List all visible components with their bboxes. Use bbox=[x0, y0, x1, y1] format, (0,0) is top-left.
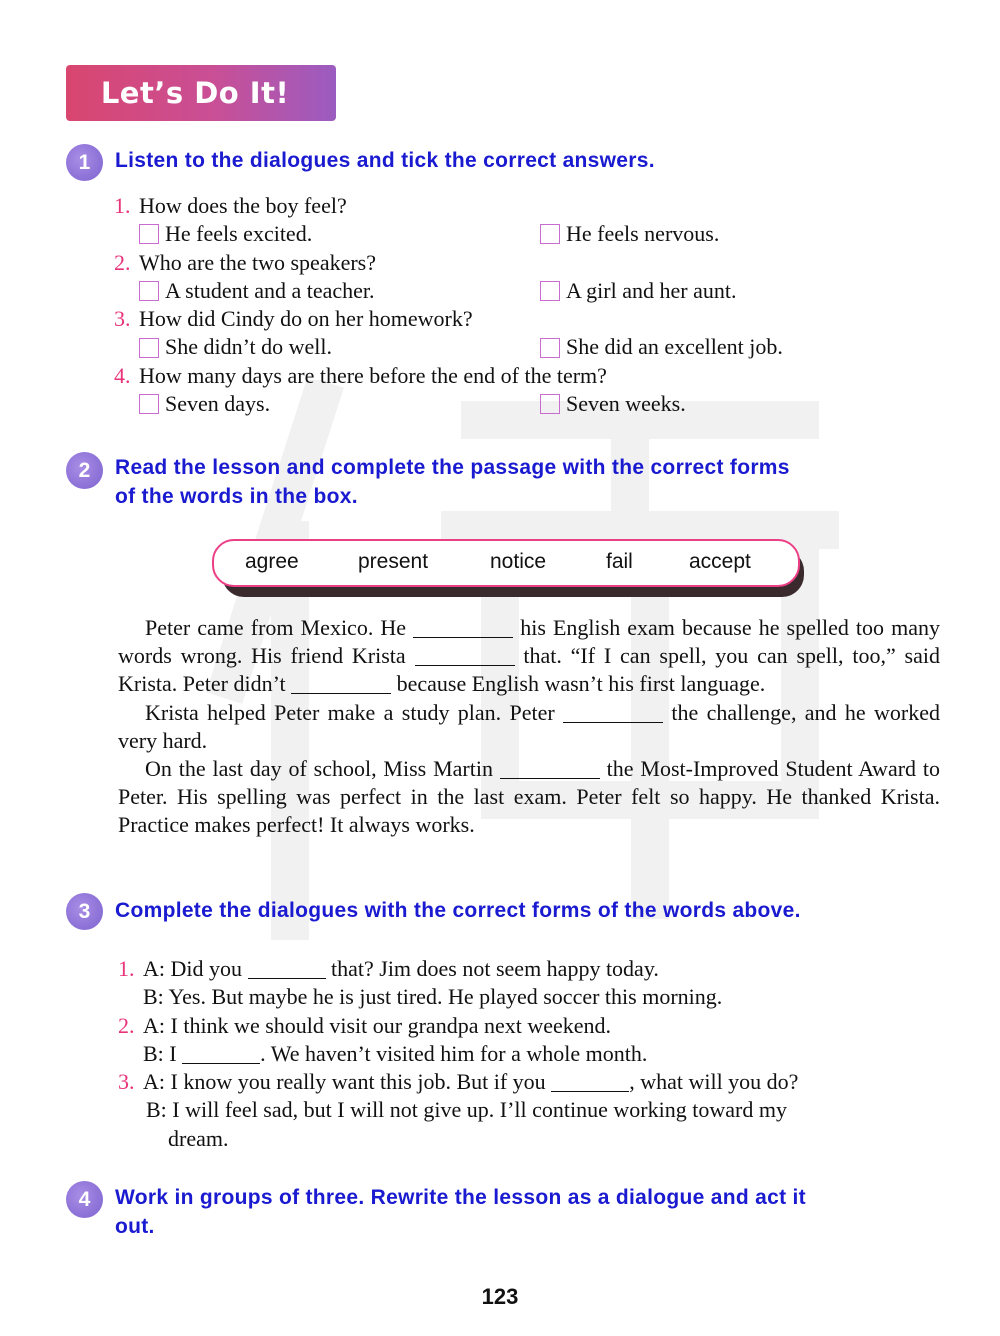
dialogue-line bbox=[118, 1040, 938, 1068]
checkbox[interactable] bbox=[540, 281, 560, 301]
answer-option[interactable] bbox=[540, 277, 736, 305]
section-number-badge: 3 bbox=[66, 893, 103, 930]
instruction-line: out. bbox=[115, 1215, 155, 1238]
option-label: A student and a teacher. bbox=[165, 277, 375, 303]
passage bbox=[118, 614, 940, 840]
dialogue-text: B: I bbox=[143, 1040, 183, 1066]
question-text: How does the boy feel? bbox=[139, 193, 347, 218]
instruction-line: Read the lesson and complete the passage with the correct forms bbox=[115, 456, 790, 479]
passage-text: that. “If I can spell, you can spell, too,” said Krista. Peter didn’t bbox=[118, 643, 940, 697]
fill-blank[interactable] bbox=[563, 700, 663, 723]
question-item bbox=[114, 249, 914, 306]
dialogue-text: B: Yes. But maybe he is just tired. He played soccer this morning. bbox=[143, 984, 723, 1010]
answer-option[interactable] bbox=[139, 277, 540, 305]
question-item bbox=[114, 305, 914, 362]
question-item bbox=[114, 362, 914, 419]
checkbox[interactable] bbox=[540, 338, 560, 358]
passage-paragraph bbox=[118, 614, 940, 699]
dialogue-list bbox=[118, 955, 938, 1153]
dialogue-text: dream. bbox=[168, 1125, 229, 1151]
section-1-header bbox=[66, 144, 655, 181]
section-1-instruction: Listen to the dialogues and tick the correct answers. bbox=[115, 149, 655, 172]
passage-text: Peter came from Mexico. He bbox=[145, 615, 414, 640]
answer-option[interactable] bbox=[139, 220, 540, 248]
dialogue-text: , what will you do? bbox=[629, 1069, 799, 1095]
fill-blank[interactable] bbox=[248, 956, 326, 979]
fill-blank[interactable] bbox=[500, 756, 600, 779]
dialogue-line bbox=[118, 1012, 938, 1040]
passage-text: because English wasn’t his first language. bbox=[391, 671, 766, 697]
option-label: Seven days. bbox=[165, 391, 271, 417]
question-number: 3. bbox=[114, 306, 131, 332]
instruction-line: Work in groups of three. Rewrite the lesson as a dialogue and act it bbox=[115, 1186, 806, 1209]
passage-text: the challenge, and he worked very hard. bbox=[118, 699, 940, 753]
fill-blank[interactable] bbox=[182, 1041, 260, 1064]
question-text: How did Cindy do on her homework? bbox=[139, 306, 473, 332]
checkbox[interactable] bbox=[139, 224, 159, 244]
word-bank-item: present bbox=[358, 550, 429, 573]
dialogue-number: 3. bbox=[118, 1069, 135, 1095]
fill-blank[interactable] bbox=[415, 643, 515, 666]
dialogue-text: A: I know you really want this job. But if you bbox=[143, 1069, 552, 1095]
dialogue-line bbox=[118, 1068, 938, 1096]
option-label: She did an excellent job. bbox=[566, 334, 783, 360]
dialogue-text: A: Did you bbox=[143, 956, 248, 981]
dialogue-line bbox=[118, 1125, 938, 1153]
question-number: 2. bbox=[114, 249, 131, 275]
section-3-instruction: Complete the dialogues with the correct forms of the words above. bbox=[115, 899, 801, 922]
fill-blank[interactable] bbox=[291, 671, 391, 694]
section-number-badge: 1 bbox=[66, 144, 103, 181]
checkbox[interactable] bbox=[139, 394, 159, 414]
banner-title: Let’s Do It! bbox=[100, 76, 290, 110]
question-number: 4. bbox=[114, 362, 131, 388]
dialogue-text: B: I will feel sad, but I will not give up. I’ll continue working toward my bbox=[146, 1097, 787, 1123]
section-2-instruction bbox=[115, 453, 790, 511]
dialogue-text: that? Jim does not seem happy today. bbox=[325, 956, 659, 981]
question-text: Who are the two speakers? bbox=[139, 249, 377, 275]
instruction-line: of the words in the box. bbox=[115, 485, 358, 508]
answer-option[interactable] bbox=[540, 333, 783, 361]
lets-do-it-banner bbox=[66, 65, 336, 121]
answer-option[interactable] bbox=[139, 333, 540, 361]
passage-paragraph bbox=[118, 755, 940, 840]
fill-blank[interactable] bbox=[551, 1069, 629, 1092]
question-item bbox=[114, 192, 914, 249]
word-bank-item: accept bbox=[689, 550, 751, 573]
passage-text: Krista helped Peter make a study plan. Peter bbox=[145, 699, 564, 725]
checkbox[interactable] bbox=[139, 281, 159, 301]
checkbox[interactable] bbox=[139, 338, 159, 358]
option-label: He feels excited. bbox=[165, 221, 313, 247]
fill-blank[interactable] bbox=[413, 615, 513, 638]
option-label: She didn’t do well. bbox=[165, 334, 333, 360]
dialogue-line bbox=[118, 983, 938, 1011]
passage-text: On the last day of school, Miss Martin bbox=[145, 756, 500, 782]
section-4-instruction bbox=[115, 1183, 806, 1241]
question-number: 1. bbox=[114, 193, 131, 218]
option-label: He feels nervous. bbox=[566, 221, 720, 247]
answer-option[interactable] bbox=[540, 390, 686, 418]
dialogue-text: A: I think we should visit our grandpa next weekend. bbox=[143, 1012, 612, 1038]
passage-text: his English exam because he spelled too many words wrong. His friend Krista bbox=[118, 615, 941, 669]
word-bank-item: notice bbox=[490, 550, 547, 573]
question-list bbox=[114, 192, 914, 418]
section-3-header bbox=[66, 893, 801, 930]
word-bank-item: agree bbox=[245, 550, 299, 573]
dialogue-line bbox=[118, 1096, 938, 1124]
option-label: Seven weeks. bbox=[566, 391, 686, 417]
dialogue-number: 1. bbox=[118, 956, 135, 981]
section-number-badge: 4 bbox=[66, 1181, 103, 1218]
dialogue-number: 2. bbox=[118, 1012, 135, 1038]
checkbox[interactable] bbox=[540, 394, 560, 414]
section-2-header bbox=[66, 452, 790, 511]
section-4-header bbox=[66, 1181, 806, 1241]
answer-option[interactable] bbox=[540, 220, 719, 248]
page-number: 123 bbox=[481, 1284, 519, 1309]
question-text: How many days are there before the end of the term? bbox=[139, 362, 607, 388]
option-label: A girl and her aunt. bbox=[566, 277, 737, 303]
section-number-badge: 2 bbox=[66, 452, 103, 489]
dialogue-text: . We haven’t visited him for a whole month. bbox=[260, 1040, 648, 1066]
checkbox[interactable] bbox=[540, 224, 560, 244]
passage-text: the Most-Improved Student Award to Peter. His spelling was perfect in the last exam. Peter felt so happy. He thanked Krista. Practice makes perfect! It always works. bbox=[118, 756, 940, 838]
word-bank-item: fail bbox=[606, 550, 633, 573]
dialogue-line bbox=[118, 955, 938, 983]
passage-paragraph bbox=[118, 699, 940, 755]
answer-option[interactable] bbox=[139, 390, 540, 418]
